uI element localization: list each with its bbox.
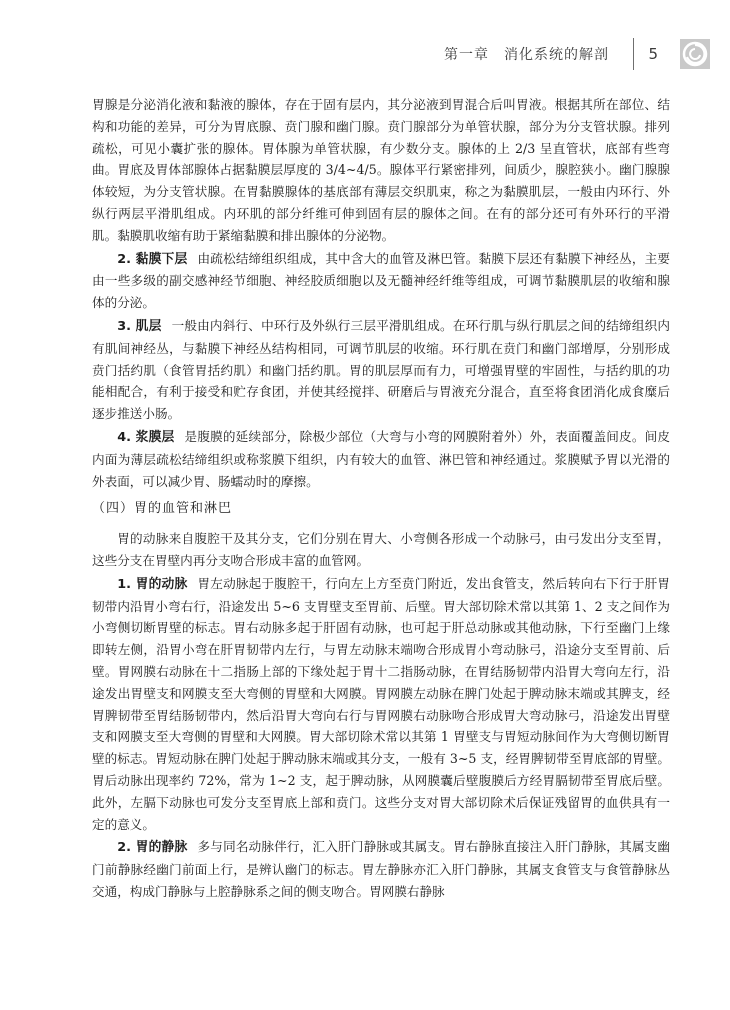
- paragraph-muscularis: [92, 315, 670, 425]
- body-text: [92, 94, 670, 994]
- page-number: 5: [648, 45, 658, 63]
- header-divider: [633, 38, 635, 70]
- paragraph-muscularis-text: 一般由内斜行、中环行及外纵行三层平滑肌组成。在环行肌与纵行肌层之间的结缔组织内有肌间神经丛，与黏膜下神经丛结构相同，可调节肌层的收缩。环行肌在贲门和幽门部增厚，分别形成贲门括约肌（食管胃括约肌）和幽门括约肌。胃的肌层厚而有力，可增强胃壁的牢固性，与括约肌的功能相配合，有利于接受和贮存食团，并使其经搅拌、研磨后与胃液充分混合，直至将食团消化成食糜后逐步推送小肠。: [92, 317, 670, 422]
- paragraph-submucosa-text: 由疏松结缔组织组成，其中含大的血管及淋巴管。黏膜下层还有黏膜下神经丛，主要由一些多级的副交感神经节细胞、神经胶质细胞以及无髓神经纤维等组成，可调节黏膜肌层的收缩和腺体的分泌。: [92, 250, 671, 311]
- chapter-title: 第一章 消化系统的解剖: [443, 47, 609, 63]
- term-muscularis: 3. 肌层: [117, 318, 162, 334]
- term-veins: 2. 胃的静脉: [117, 840, 188, 856]
- running-header: [444, 34, 710, 74]
- paragraph-veins: [92, 836, 670, 902]
- paragraph-serosa-text: 是腹膜的延续部分，除极少部位（大弯与小弯的网膜附着外）外，表面覆盖间皮。间皮内面为薄层疏松结缔组织或称浆膜下组织，内有较大的血管、淋巴管和神经通过。浆膜赋予胃以光滑的外表面，可以减少胃、肠蠕动时的摩擦。: [92, 428, 670, 489]
- paragraph-submucosa: [92, 248, 670, 314]
- term-serosa: 4. 浆膜层: [117, 429, 175, 445]
- paragraph-arteries-text: 胃左动脉起于腹腔干，行向左上方至贲门附近，发出食管支，然后转向右下行于肝胃韧带内沿胃小弯右行，沿途发出 5~6 支胃壁支至胃前、后壁。胃大部切除术常以其第 1、2 支之间作为小弯侧切断胃壁的标志。胃右动脉多起于肝固有动脉，也可起于肝总动脉或其他动脉，下行至幽门上缘即转左侧，沿胃小弯在肝胃韧带内左行，与胃左动脉末端吻合形成胃小弯动脉弓，沿途分支至胃前、后壁。胃网膜右动脉在十二指肠上部的下缘处起于胃十二指肠动脉，在胃结肠韧带内沿胃大弯向左行，沿途发出胃壁支和网膜支至大弯侧的胃壁和大网膜。胃网膜左动脉在脾门处起于脾动脉末端或其脾支，经胃脾韧带至胃结肠韧带内，然后沿胃大弯向右行与胃网膜右动脉吻合形成胃大弯动脉弓，沿途发出胃壁支和网膜支至大弯侧的胃壁和大网膜。胃大部切除术常以其第 1 胃壁支与胃短动脉间作为大弯侧切断胃壁的标志。胃短动脉在脾门处起于脾动脉末端或其分支，一般有 3~5 支，经胃脾韧带至胃底部的胃壁。胃后动脉出现率约 72%，常为 1~2 支，起于脾动脉，从网膜囊后壁腹膜后方经胃膈韧带至胃底后壁。此外，左膈下动脉也可发分支至胃底上部和贲门。这些分支对胃大部切除术后保证残留胃的血供具有一定的意义。: [92, 575, 671, 832]
- section-heading: （四）胃的血管和淋巴: [92, 501, 233, 517]
- paragraph-arteries: [92, 573, 670, 836]
- publisher-emblem-icon: [680, 39, 710, 69]
- paragraph-veins-text: 多与同名动脉伴行，汇入肝门静脉或其属支。胃右静脉直接注入肝门静脉，其属支幽门前静脉经幽门前面上行，是辨认幽门的标志。胃左静脉亦汇入肝门静脉，其属支食管支与食管静脉丛交通，构成门静脉与上腔静脉系之间的侧支吻合。胃网膜右静脉: [92, 839, 671, 899]
- paragraph-gastric-glands: 胃腺是分泌消化液和黏液的腺体，存在于固有层内，其分泌液到胃混合后叫胃液。根据其所在部位、结构和功能的差异，可分为胃底腺、贲门腺和幽门腺。贲门腺部分为单管状腺，部分为分支管状腺。排列疏松，可见小囊扩张的腺体。胃体腺为单管状腺，有少数分支。腺体的上 2/3 呈直管状，底部有些弯曲。胃底及胃体部腺体占据黏膜层厚度的 3/4~4/5。腺体平行紧密排列，间质少，腺腔狭小。幽门腺腺体较短，为分支管状腺。在胃黏膜腺体的基底部有薄层交织肌束，称之为黏膜肌层，一般由内环行、外纵行两层平滑肌组成。内环肌的部分纤维可伸到固有层的腺体之间。在有的部分还可有外环行的平滑肌。黏膜肌收缩有助于紧缩黏膜和排出腺体的分泌物。: [92, 97, 670, 243]
- term-submucosa: 2. 黏膜下层: [117, 251, 188, 267]
- paragraph-section-intro: 胃的动脉来自腹腔干及其分支，它们分别在胃大、小弯侧各形成一个动脉弓，由弓发出分支至胃，这些分支在胃壁内再分支吻合形成丰富的血管网。: [92, 531, 670, 568]
- paragraph-serosa: [92, 426, 670, 492]
- term-arteries: 1. 胃的动脉: [117, 576, 188, 592]
